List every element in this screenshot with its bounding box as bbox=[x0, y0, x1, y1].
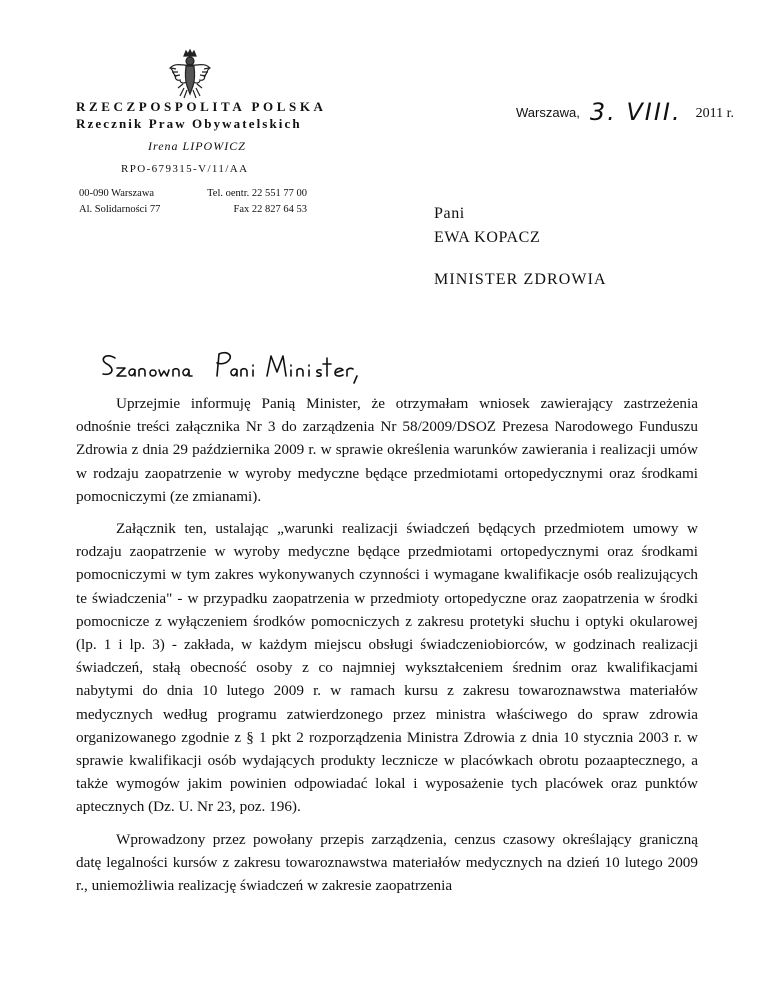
dateline bbox=[516, 95, 734, 126]
eagle-emblem-icon bbox=[168, 48, 212, 100]
recipient-title: Pani bbox=[434, 205, 465, 222]
date-year: 2011 r. bbox=[695, 106, 734, 121]
address-city: 00-090 Warszawa bbox=[79, 188, 155, 199]
org-name: RZECZPOSPOLITA POLSKA bbox=[76, 99, 327, 114]
letter-body bbox=[76, 392, 698, 906]
handwritten-date: 3. VIII. bbox=[589, 98, 682, 126]
address-block bbox=[79, 186, 160, 218]
signer-name: Irena LIPOWICZ bbox=[148, 139, 246, 153]
paragraph-3: Wprowadzony przez powołany przepis zarządzenia, cenzus czasowy określający graniczną datę legalności kursów z zakresu towaroznawstwa materiałów medycznych na dzień 10 lutego 2009 r., uniemożliwia realizację świadczeń w zakresie zaopatrzenia bbox=[76, 830, 698, 895]
org-subtitle: Rzecznik Praw Obywatelskich bbox=[76, 116, 302, 131]
handwritten-salutation bbox=[95, 344, 375, 390]
address-street: Al. Solidarności 77 bbox=[79, 204, 161, 215]
fax-number: Fax 22 827 64 53 bbox=[233, 204, 307, 215]
recipient-name: EWA KOPACZ bbox=[434, 229, 541, 246]
paragraph-2: Załącznik ten, ustalając „warunki realizacji świadczeń będących przedmiotem umowy w rodzaju zaopatrzenie w wyroby medyczne będące przedmiotami ortopedycznymi oraz środkami pomocniczymi w tym zakres wykonywanych czynności i wymagane kwalifikacje osób realizujących te świadczenia" - w przypadku zaopatrzenia w przedmioty ortopedyczne oraz zaopatrzenia w środki pomocnicze z wyłączeniem środków pomocniczych z zakresu protetyki słuchu i optyki okularowej (lp. 1 i lp. 3) - zakłada, w każdym miejscu obsługi świadczeniobiorców, w godzinach realizacji świadczeń, stałą obecność osoby z co najmniej wykształceniem średnim oraz kwalifikacjami nabytymi do dnia 10 lutego 2009 r. w ramach kursu z zakresu towaroznawstwa materiałów medycznych według programu zatwierdzonego przez ministra właściwego do spraw zdrowia organizowanego zgodnie z § 1 pkt 2 rozporządzenia Ministra Zdrowia z dnia 10 stycznia 2003 r. w sprawie kwalifikacji osób wydających produkty lecznicze w placówkach obrotu pozaaptecznego, a także wymogów jakim powinien odpowiadać lokal i wyposażenie tych placówek oraz punktów aptecznych (Dz. U. Nr 23, poz. 196). bbox=[76, 520, 698, 816]
case-reference: RPO-679315-V/11/AA bbox=[121, 163, 249, 175]
phone-number: Tel. oentr. 22 551 77 00 bbox=[207, 188, 307, 199]
place-name: Warszawa, bbox=[516, 105, 580, 120]
contact-block bbox=[197, 186, 307, 218]
paragraph-1: Uprzejmie informuję Panią Minister, że otrzymałam wniosek zawierający zastrzeżenia odnośnie treści załącznika Nr 3 do zarządzenia Nr 58/2009/DSOZ Prezesa Narodowego Funduszu Zdrowia z dnia 29 października 2009 r. w sprawie określenia warunków zawierania i realizacji umów w rodzaju zaopatrzenie w wyroby medyczne będące przedmiotami ortopedycznymi oraz środkami pomocniczymi (ze zmianami). bbox=[76, 395, 698, 505]
recipient-office: MINISTER ZDROWIA bbox=[434, 271, 607, 288]
